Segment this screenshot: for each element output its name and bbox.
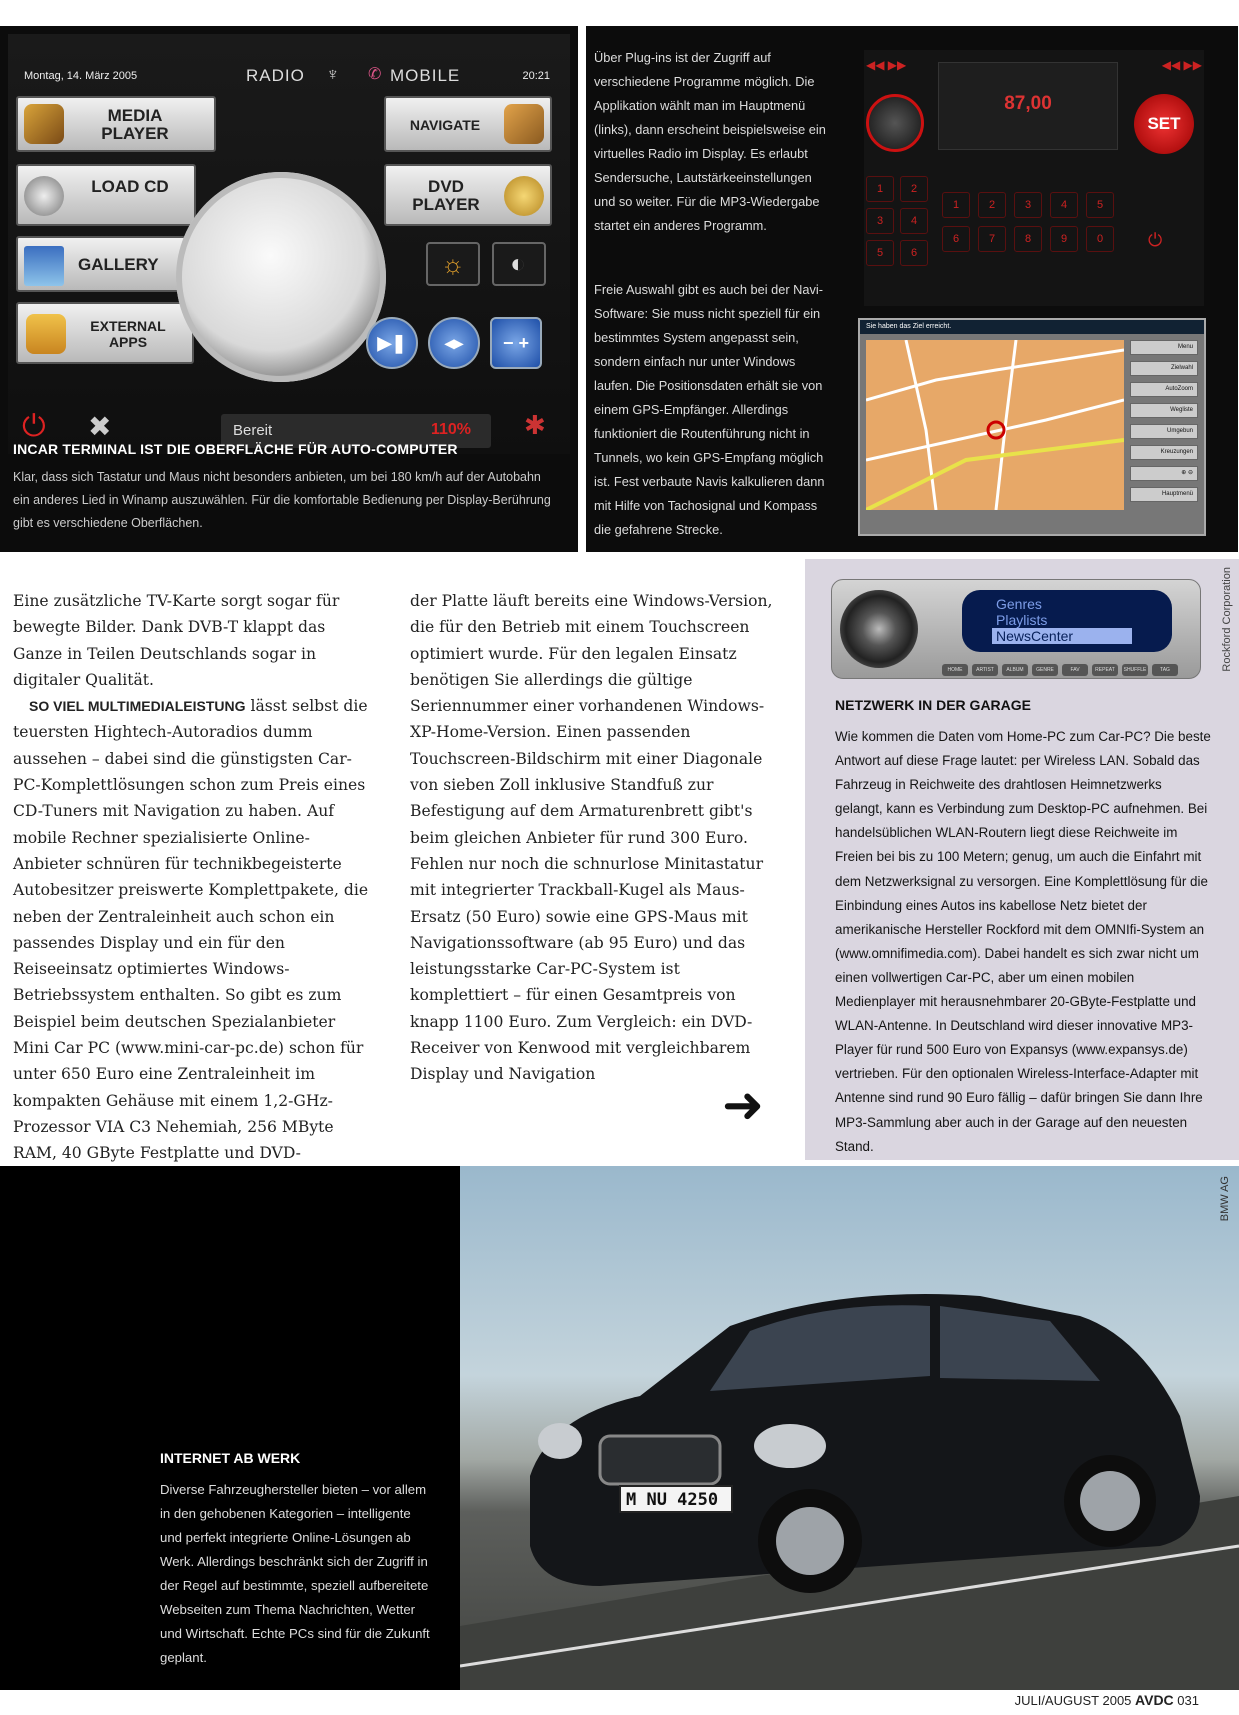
folder-icon (26, 314, 66, 354)
center-dial[interactable] (176, 172, 386, 382)
media-player-label: MEDIA PLAYER (101, 106, 169, 143)
dvd-icon (504, 176, 544, 216)
night-mode-button[interactable] (492, 242, 546, 286)
play-pause-icon: ▶❚ (377, 333, 407, 353)
gallery-tile[interactable] (16, 236, 186, 292)
display-item-playlists: Playlists (996, 612, 1048, 628)
incar-date: Montag, 14. März 2005 (24, 70, 138, 82)
play-pause-button[interactable] (366, 317, 418, 369)
forward-icon[interactable]: ◀◀ ▶▶ (1161, 58, 1202, 72)
incar-screenshot (8, 34, 570, 454)
virtual-radio (864, 50, 1204, 306)
set-button[interactable] (1134, 94, 1194, 154)
preset-6-key[interactable]: 6 (900, 240, 928, 266)
footer-brand: AVDC (1135, 1692, 1174, 1708)
netzwerk-box (805, 559, 1239, 1160)
preset-1-key[interactable]: 1 (866, 176, 894, 202)
map-menu-button[interactable]: Menu (1130, 340, 1198, 355)
map-zoom-buttons[interactable] (1130, 466, 1198, 481)
map-zielwahl-button[interactable]: Zielwahl (1130, 361, 1198, 376)
article-column-2 (410, 588, 780, 1088)
map-view[interactable] (866, 340, 1124, 510)
display-item-newscenter: NewsCenter (992, 628, 1132, 644)
key-tag: TAG (1152, 664, 1178, 676)
map-autozoom-button[interactable]: AutoZoom (1130, 382, 1198, 397)
internet-box (0, 1166, 460, 1690)
incar-radio-label: RADIO (246, 66, 305, 85)
article-col1-paragraph-1: Eine zusätzliche TV-Karte sorgt sogar für bewegte Bilder. Dank DVB-T klappt das Ganze in Teilen Deutschlands sogar in digitaler Qualität. (13, 592, 340, 689)
seek-button[interactable] (428, 317, 480, 369)
plugins-text-2: Freie Auswahl gibt es auch bei der Navi-Software: Sie muss nicht speziell für ein bestimmtes System angepasst sein, sondern einfach nur unter Windows laufen. Die Positionsdaten erhält sie von einem GPS-Empfänger. Allerdings funktioniert die Routenführung nicht in Tunnels, wo kein GPS-Empfang möglich ist. Fest verbaute Navis kalkulieren dann mit Hilfe von Tachosignal und Kompass die gefahrene Strecke. (594, 282, 825, 537)
tools-icon[interactable]: ✖ (88, 411, 112, 442)
key-home: HOME (942, 664, 968, 676)
map-status-bar: Sie haben das Ziel erreicht. (860, 320, 1204, 334)
rewind-icon[interactable]: ◀◀ ▶▶ (866, 58, 907, 72)
internet-text: Diverse Fahrzeughersteller bieten – vor allem in den gehobenen Kategorien – intelligente und perfekt integrierte Online-Lösungen ab Werk. Allerdings beschränkt sich der Zugriff in der Regel auf bestimmte, speziell aufbereitete Webseiten zum Thema Nachrichten, Wetter und Wirtschaft. Echte PCs sind für die Zukunft geplant. (160, 1482, 430, 1665)
map-kreuzungen-button[interactable]: Kreuzungen (1130, 445, 1198, 460)
netzwerk-text: Wie kommen die Daten vom Home-PC zum Car-PC? Die beste Antwort auf diese Frage lautet: per Wireless LAN. Sobald das Fahrzeug in Reichweite des drahtlosen Heimnetzwerks gelangt, kann es Verbindung zum Desktop-PC aufnehmen. Bei handelsüblichen WLAN-Routern liegt diese Reichweite im Freien bei bis zu 100 Metern; genug, um auch die Einfahrt mit dem Netzwerksignal zu versorgen. Eine Komplettlösung für die Einbindung eines Autos ins kabellose Netz bietet der amerikanische Hersteller Rockford mit dem OMNIfi-System an (www.omnifimedia.com). Dabei handelt es sich zwar nicht um einen vollwertigen Car-PC, aber um einen mobilen Medienplayer mit herausnehmbarer 20-GByte-Festplatte und WLAN-Antenne. In Deutschland wird dieser innovative MP3-Player für rund 500 Euro von Expansys (www.expansys.de) vertrieben. Für den optionalen Wireless-Interface-Adapter mit Antenne sind rund 90 Euro fällig – dafür bringen Sie dann Ihre MP3-Sammlung aber auch in der Garage auf den neuesten Stand. (835, 729, 1211, 1154)
media-player-icon (24, 104, 64, 144)
radio-frequency: 87,00 (1004, 93, 1052, 114)
cd-icon (24, 176, 64, 216)
digit-9-key[interactable]: 9 (1050, 226, 1078, 252)
bmw-car-photo (460, 1166, 1239, 1690)
status-percent: 110% (430, 421, 471, 438)
navigation-software (858, 318, 1206, 536)
media-player-tile[interactable] (16, 96, 216, 152)
plugins-panel (586, 26, 1238, 552)
digit-4-key[interactable]: 4 (1050, 192, 1078, 218)
omnifi-player-image (831, 579, 1201, 679)
zoom-icon: ⊕ ⊖ (1181, 470, 1193, 476)
power-icon[interactable]: ⏻ (22, 410, 46, 443)
article-lead-in: SO VIEL MULTIMEDIALEISTUNG (29, 698, 246, 715)
brightness-button[interactable] (426, 242, 480, 286)
load-cd-tile[interactable] (16, 164, 196, 226)
navigate-tile[interactable] (384, 96, 552, 152)
incar-caption-text: Klar, dass sich Tastatur und Maus nicht besonders anbieten, um bei 180 km/h auf der Autobahn ein anderes Lied in Winamp auszuwählen. Für die komfortable Bedienung per Display-Berührung gibt es verschiedene Oberflächen. (13, 470, 551, 530)
key-fav: FAV (1062, 664, 1088, 676)
phone-icon: ✆ (368, 66, 382, 83)
key-repeat: REPEAT (1092, 664, 1118, 676)
key-genre: GENRE (1032, 664, 1058, 676)
digit-8-key[interactable]: 8 (1014, 226, 1042, 252)
volume-button[interactable] (490, 317, 542, 369)
preset-5-key[interactable]: 5 (866, 240, 894, 266)
digit-1-key[interactable]: 1 (942, 192, 970, 218)
car-illustration (460, 1166, 1239, 1690)
dvd-player-label: DVD PLAYER (412, 177, 480, 214)
moon-icon: ◐ (510, 248, 526, 278)
set-label: SET (1147, 114, 1181, 133)
key-shuffle: SHUFFLE (1122, 664, 1148, 676)
incar-terminal-panel (0, 26, 578, 552)
display-item-genres: Genres (996, 596, 1042, 612)
incar-mobile-label: MOBILE (390, 66, 461, 85)
digit-3-key[interactable]: 3 (1014, 192, 1042, 218)
player-display (962, 590, 1172, 652)
article-col1-paragraph-2: lässt selbst die teuersten Hightech-Autoradios dumm aussehen – dabei sind die günstigsten Car-PC-Komplettlösungen schon zum Preis eines CD-Tuners mit Navigation zu haben. Auf mobile Rechner spezialisierte Online-Anbieter schnüren für technikbegeisterte Autobesitzer preiswerte Komplettpakete, die neben der Zentraleinheit auch schon ein passendes Display und ein für den Reiseeinsatz optimiertes Windows-Betriebssystem enthalten. So gibt es zum Beispiel beim deutschen Spezialanbieter Mini Car PC (www.mini-car-pc.de) schon für unter 650 Euro eine Zentraleinheit im kompakten Gehäuse mit einem 1,2-GHz-Prozessor VIA C3 Nehemiah, 256 MByte RAM, 40 GByte Festplatte und DVD- (13, 697, 369, 1163)
navigate-label: NAVIGATE (409, 117, 481, 133)
bmw-credit: BMW AG (1219, 1176, 1231, 1222)
footer-issue: JULI/AUGUST 2005 (1014, 1693, 1132, 1708)
speaker-icon[interactable]: ✱ (524, 410, 546, 440)
external-apps-label: EXTERNAL APPS (90, 318, 166, 350)
incar-time: 20:21 (522, 70, 550, 82)
digit-7-key[interactable]: 7 (978, 226, 1006, 252)
continue-arrow-icon: ➜ (722, 1077, 764, 1133)
preset-3-key[interactable]: 3 (866, 208, 894, 234)
external-apps-tile[interactable] (16, 302, 194, 364)
gallery-label: GALLERY (78, 255, 159, 274)
digit-2-key[interactable]: 2 (978, 192, 1006, 218)
netzwerk-title: NETZWERK IN DER GARAGE (835, 697, 1031, 713)
license-plate: M NU 4250 (626, 1490, 719, 1510)
seek-icon: ◂▸ (444, 333, 464, 353)
minus-plus-icon: − + (502, 333, 530, 353)
preset-4-key[interactable]: 4 (900, 208, 928, 234)
volume-knob[interactable] (866, 94, 924, 152)
key-album: ALBUM (1002, 664, 1028, 676)
digit-5-key[interactable]: 5 (1086, 192, 1114, 218)
digit-0-key[interactable]: 0 (1086, 226, 1114, 252)
load-cd-label: LOAD CD (91, 177, 169, 196)
key-artist: ARTIST (972, 664, 998, 676)
sun-icon: ☼ (441, 249, 465, 279)
dvd-player-tile[interactable] (384, 164, 552, 226)
on-off-icon[interactable]: ⏻ (1148, 230, 1163, 250)
article-col2-text: der Platte läuft bereits eine Windows-Version, die für den Betrieb mit einem Touchscreen optimiert wurde. Für den legalen Einsatz benötigen Sie allerdings die gültige Seriennummer einer vorhandenen Windows-XP-Home-Version. Einen passenden Touchscreen-Bildschirm mit einer Diagonale von sieben Zoll inklusive Standfuß zur Befestigung auf dem Armaturenbrett gibt's beim gleichen Anbieter für rund 300 Euro. Fehlen nur noch die schnurlose Minitastatur mit integrierter Trackball-Kugel als Maus-Ersatz (50 Euro) sowie eine GPS-Maus mit Navigationssoftware (ab 95 Euro) und das leistungsstarke Car-PC-System ist komplettiert – für einen Gesamtpreis von knapp 1100 Euro. Zum Vergleich: ein DVD-Receiver von Kenwood mit vergleichbarem Display und Navigation (410, 592, 773, 1084)
compass-icon (504, 104, 544, 144)
page-footer (1015, 1692, 1199, 1708)
radio-display (938, 62, 1118, 150)
footer-page-number: 031 (1177, 1693, 1199, 1708)
player-keys (942, 658, 1182, 676)
incar-caption-title: INCAR TERMINAL IST DIE OBERFLÄCHE FÜR AUTO-COMPUTER (13, 441, 458, 457)
map-streets (866, 340, 1124, 510)
plugins-text-1: Über Plug-ins ist der Zugriff auf verschiedene Programme möglich. Die Applikation wählt man im Hauptmenü (links), dann erscheint beispielsweise ein virtuelles Radio im Display. Es erlaubt Sendersuche, Lautstärkeeinstellungen und so weiter. Für die MP3-Wiedergabe startet ein anderes Programm. (594, 50, 826, 233)
incar-topbar (24, 64, 550, 88)
control-wheel-icon (840, 590, 918, 668)
article-column-1 (13, 588, 375, 1193)
map-hauptmenu-button[interactable]: Hauptmenü (1130, 487, 1198, 502)
map-wegliste-button[interactable]: Wegliste (1130, 403, 1198, 418)
gallery-icon (24, 246, 64, 286)
digit-6-key[interactable]: 6 (942, 226, 970, 252)
map-side-menu (1130, 340, 1198, 508)
preset-2-key[interactable]: 2 (900, 176, 928, 202)
rockford-credit: Rockford Corporation (1221, 567, 1233, 672)
antenna-icon: ♆ (326, 64, 340, 84)
status-text: Bereit (233, 422, 273, 439)
map-umgebung-button[interactable]: Umgebun (1130, 424, 1198, 439)
internet-title: INTERNET AB WERK (160, 1450, 301, 1466)
